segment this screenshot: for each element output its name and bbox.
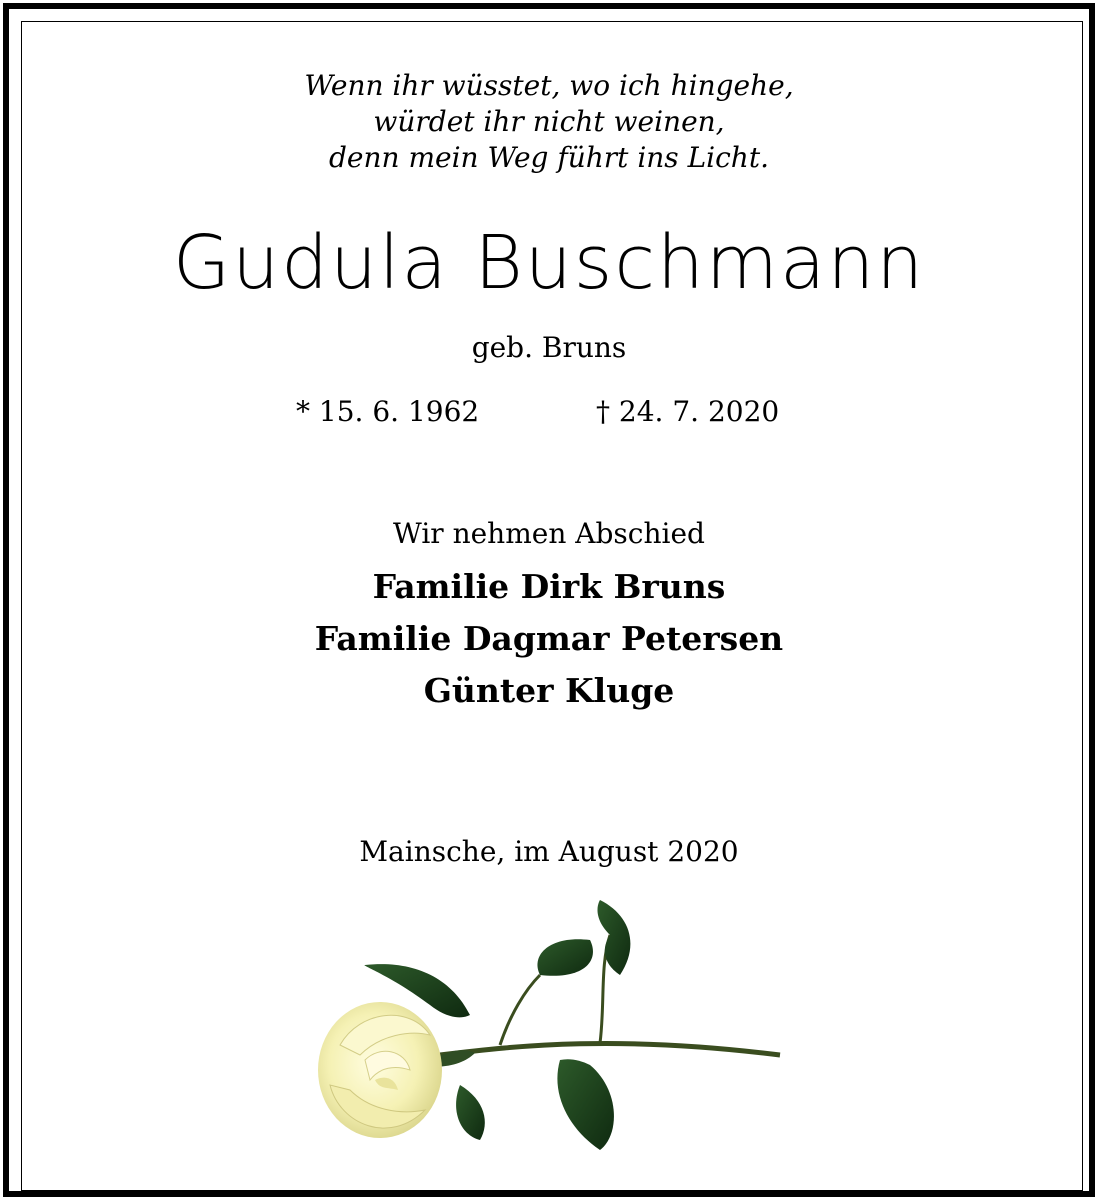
farewell-intro: Wir nehmen Abschied bbox=[393, 517, 705, 550]
birth-date: * 15. 6. 1962 bbox=[296, 395, 480, 428]
death-date: † 24. 7. 2020 bbox=[596, 395, 780, 428]
place-date: Mainsche, im August 2020 bbox=[359, 835, 739, 868]
poem-line-2: würdet ihr nicht weinen, bbox=[373, 105, 725, 138]
mourner-3: Günter Kluge bbox=[423, 671, 675, 710]
poem-line-3: denn mein Weg führt ins Licht. bbox=[328, 141, 769, 174]
mourner-2: Familie Dagmar Petersen bbox=[314, 619, 784, 658]
deceased-name: Gudula Buschmann bbox=[172, 220, 926, 306]
white-rose-icon bbox=[300, 895, 790, 1175]
mourner-1: Familie Dirk Bruns bbox=[372, 567, 726, 606]
poem-line-1: Wenn ihr wüsstet, wo ich hingehe, bbox=[304, 69, 794, 102]
birth-name: geb. Bruns bbox=[471, 331, 627, 364]
